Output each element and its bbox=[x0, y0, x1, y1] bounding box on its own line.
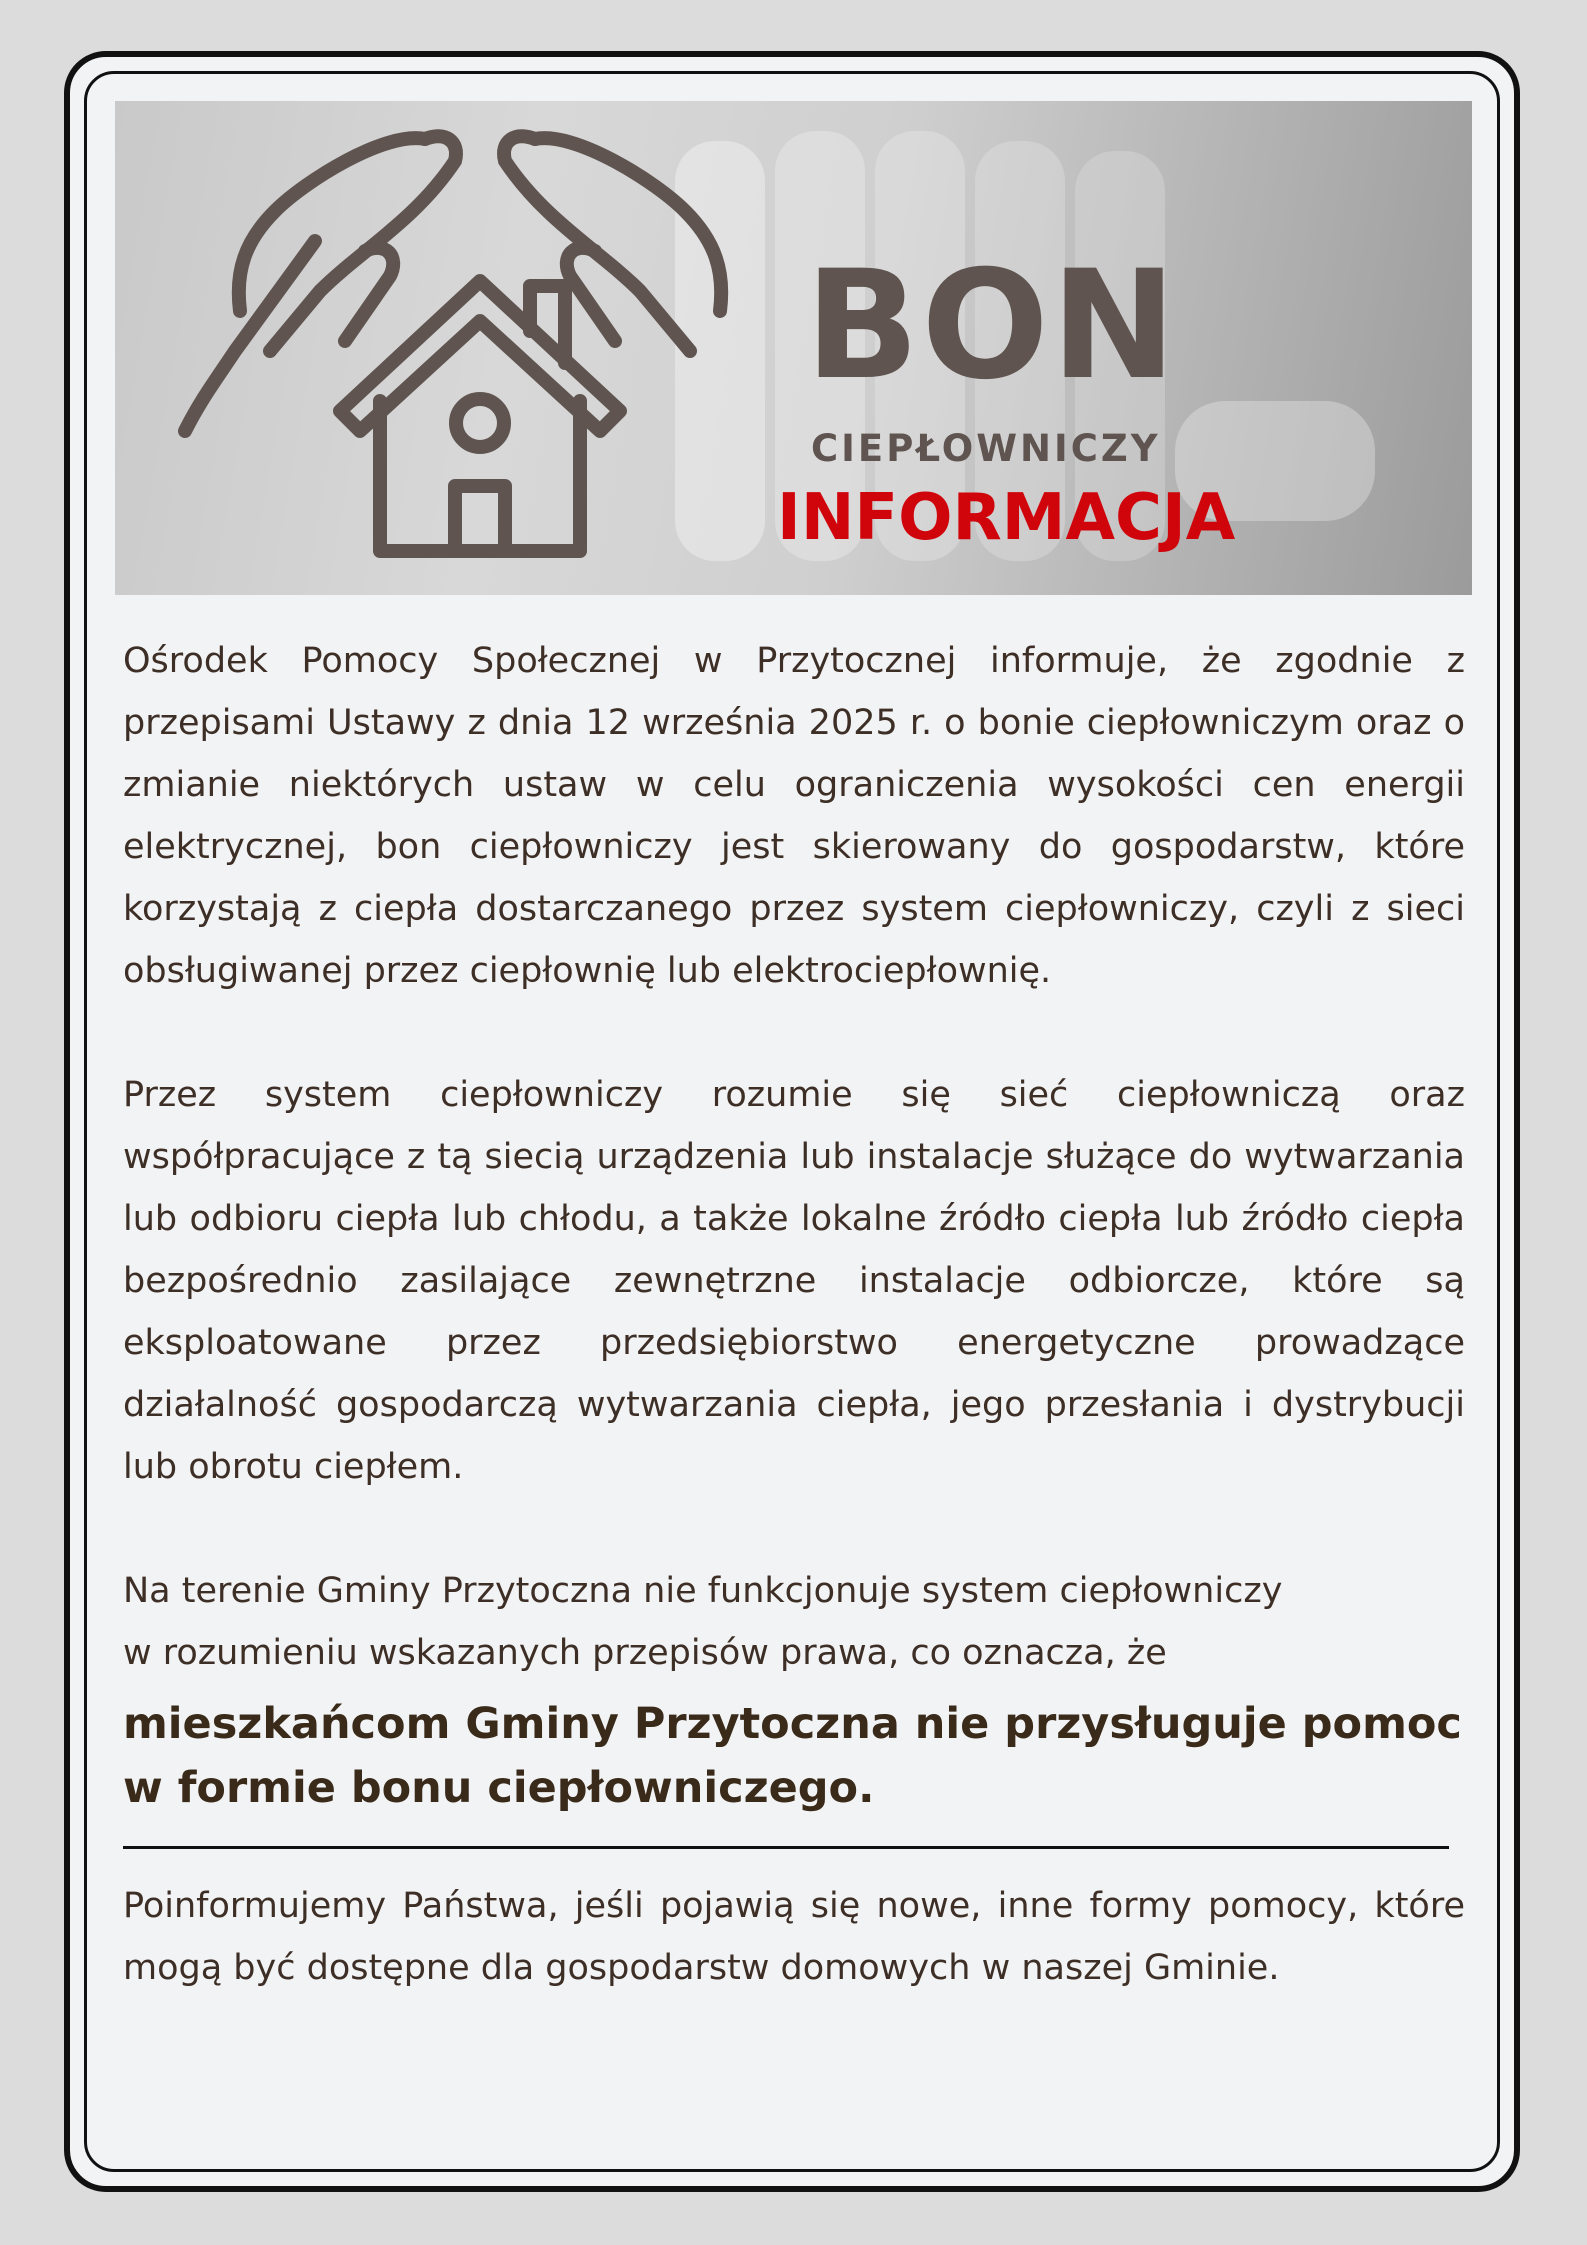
paragraph-municipality bbox=[123, 1560, 1465, 1684]
banner-label: INFORMACJA bbox=[777, 481, 1236, 555]
paragraph-closing: Poinformujemy Państwa, jeśli pojawią się nowe, inne formy pomocy, które mogą być dostępne dla gospodarstw domowych w naszej Gminie. bbox=[123, 1886, 1465, 1988]
paragraph-definition: Przez system ciepłowniczy rozumie się sieć ciepłowniczą oraz współpracujące z tą siecią urządzenia lub instalacje służące do wytwarzania lub odbioru ciepła lub chłodu, a także lokalne źródło ciepła lub źródło ciepła bezpośrednio zasilające zewnętrzne instalacje odbiorcze, które są eksploatowane przez przedsiębiorstwo energetyczne prowadzące działalność gospodarczą wytwarzania ciepła, jego przesłania i dystrybucji lub obrotu ciepłem. bbox=[123, 1075, 1465, 1487]
divider bbox=[123, 1846, 1449, 1849]
banner-title: BON bbox=[805, 239, 1179, 413]
key-conclusion bbox=[123, 1692, 1465, 1820]
paragraph-municipality-line1: Na terenie Gminy Przytoczna nie funkcjonuje system ciepłowniczy bbox=[123, 1571, 1283, 1611]
banner-subtitle: CIEPŁOWNICZY bbox=[811, 427, 1161, 470]
key-conclusion-line1: mieszkańcom Gminy Przytoczna nie przysługuje pomoc bbox=[123, 1699, 1462, 1749]
header-banner bbox=[115, 101, 1472, 595]
paragraph-intro: Ośrodek Pomocy Społecznej w Przytocznej informuje, że zgodnie z przepisami Ustawy z dnia 12 września 2025 r. o bonie ciepłowniczym oraz o zmianie niektórych ustaw w celu ograniczenia wysokości cen energii elektrycznej, bon ciepłowniczy jest skierowany do gospodarstw, które korzystają z ciepła dostarczanego przez system ciepłowniczy, czyli z sieci obsługiwanej przez ciepłownię lub elektrociepłownię. bbox=[123, 641, 1465, 991]
key-conclusion-line2: w formie bonu ciepłowniczego. bbox=[123, 1763, 875, 1813]
notice-body bbox=[123, 630, 1465, 1999]
paragraph-municipality-line2: w rozumieniu wskazanych przepisów prawa, co oznacza, że bbox=[123, 1633, 1167, 1673]
